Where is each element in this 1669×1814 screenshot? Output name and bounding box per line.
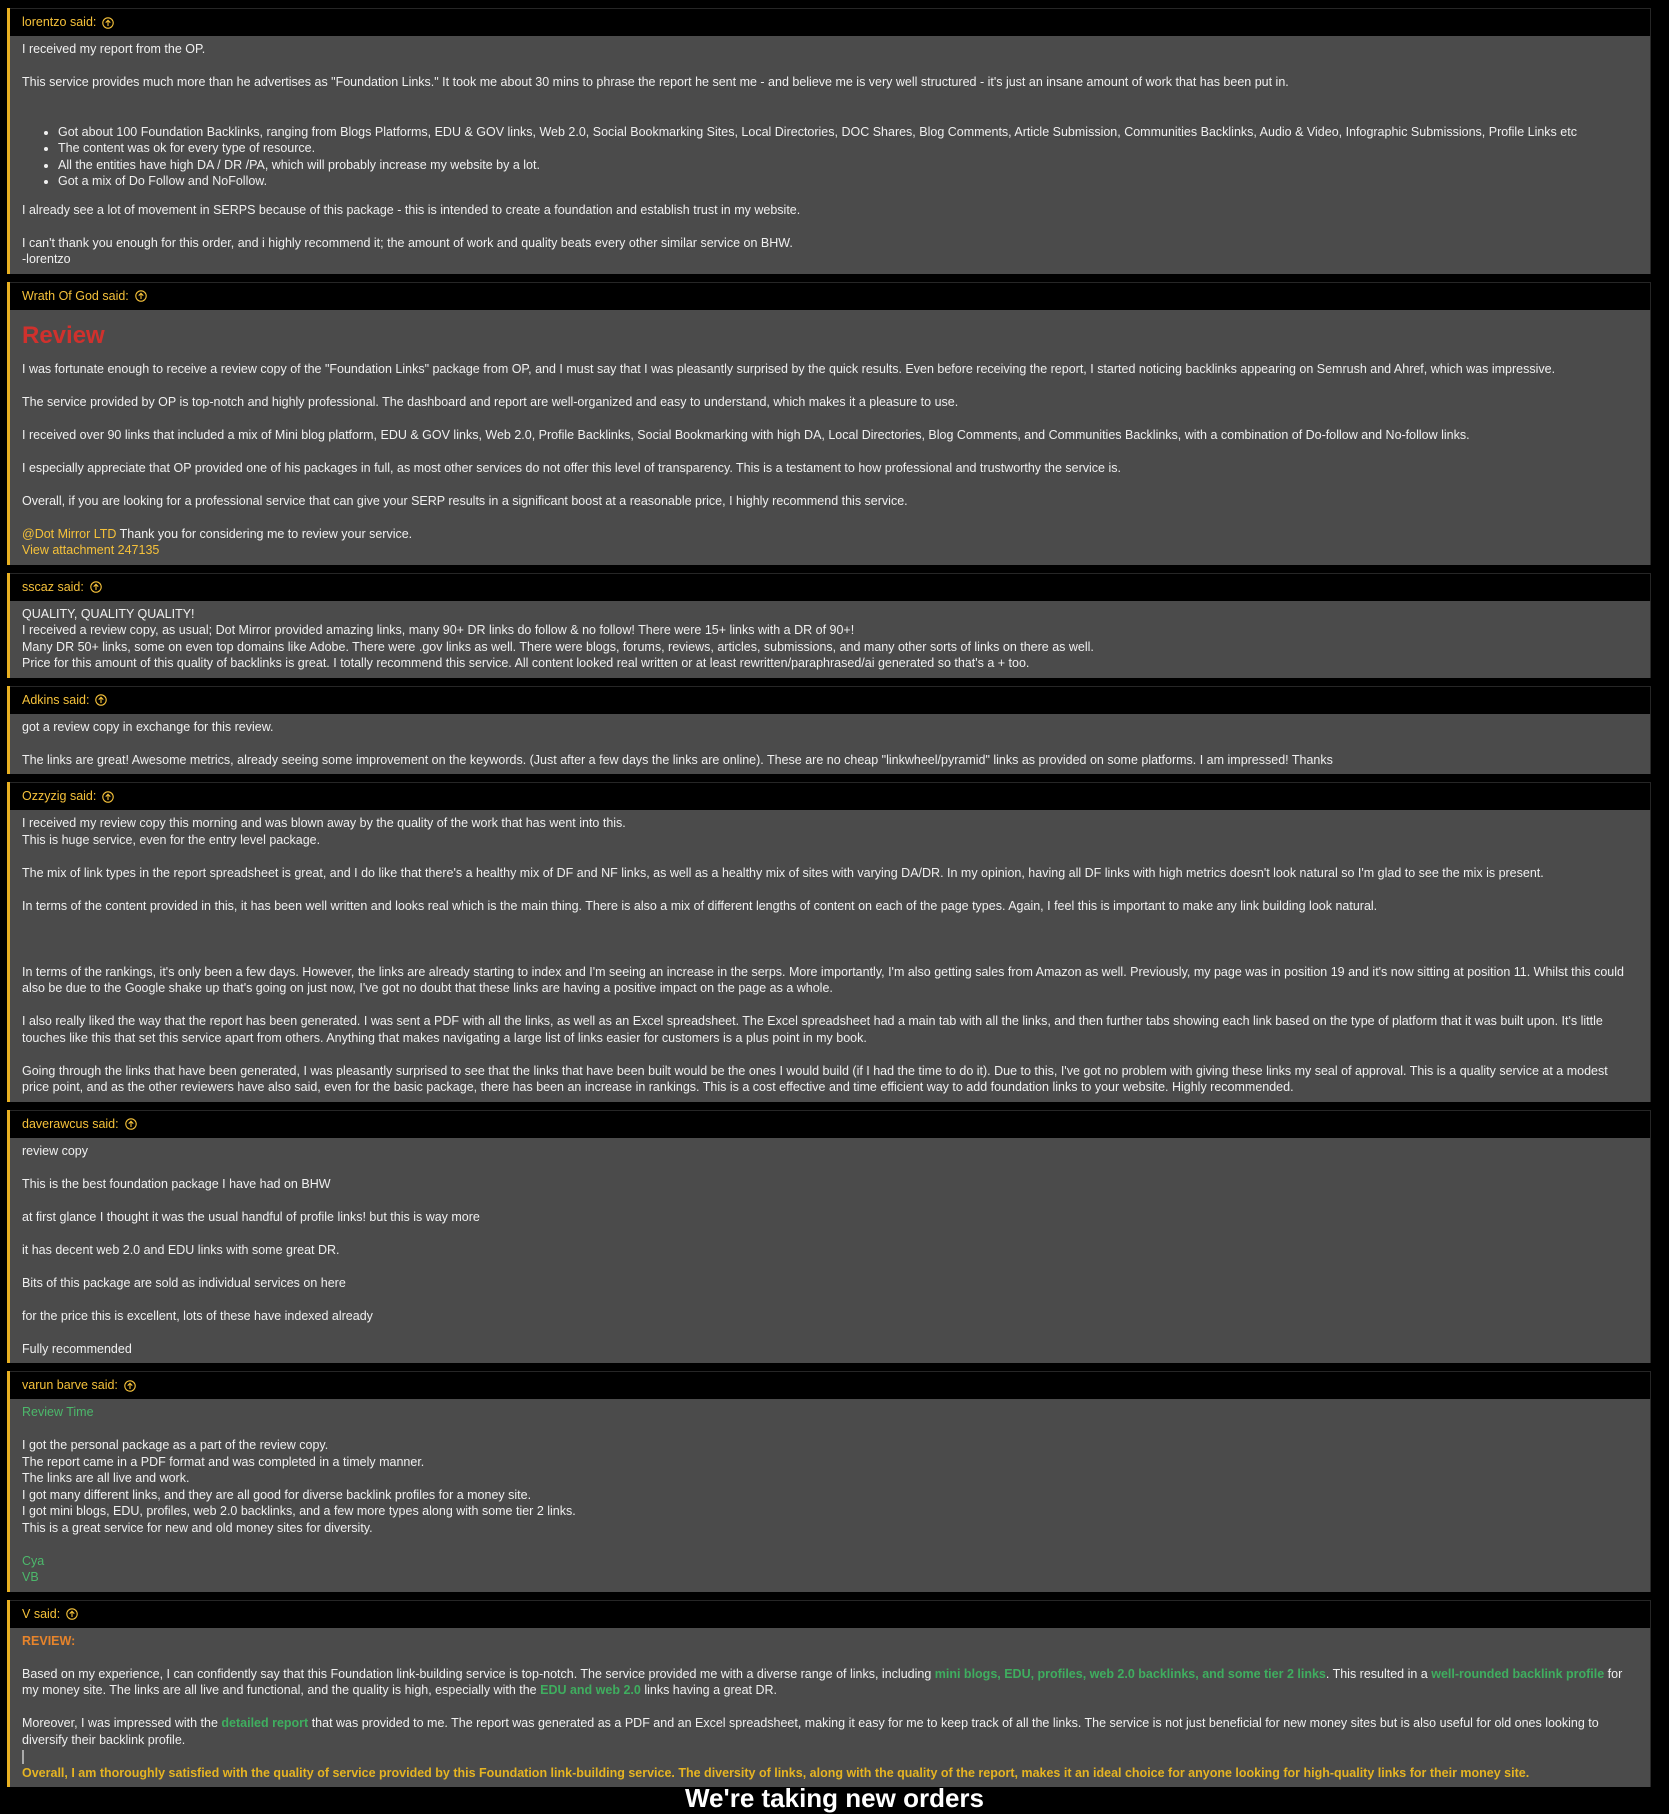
list-item: • All the entities have high DA / DR /PA, which will probably increase my website by a lot.: [58, 157, 1638, 174]
text-run: . This resulted in a: [1325, 1666, 1432, 1681]
post-text: I received my report from the OP.: [22, 42, 206, 56]
post-text: Bits of this package are sold as individual services on here: [22, 1275, 346, 1290]
post-text: The mix of link types in the report spreadsheet is great, and I do like that there's a healthy mix of DF and NF links, as well as a healthy mix of sites with varying DA/DR. In my opinion, having all DF links with high metrics doesn't look natural so I'm glad to see the mix is present.: [22, 865, 1544, 880]
post-text: This is a great service for new and old money sites for diversity.: [22, 1520, 373, 1535]
quote-daverawcus: [7, 1110, 1651, 1364]
quote-author[interactable]: Ozzyzig: [22, 789, 67, 803]
text-run: that was provided to me. The report was generated as a PDF and an Excel spreadsheet, making it easy for me to keep track of all the links. The service is not just beneficial for new money sites but is also useful for old ones looking to diversify their backlink profile.: [22, 1716, 1599, 1747]
said-label: said:: [69, 15, 97, 29]
post-text: Many DR 50+ links, some on even top domains like Adobe. There were .gov links as well. There were blogs, forums, reviews, articles, submissions, and many other sorts of links on there as well.: [22, 639, 1094, 654]
quote-body: [10, 714, 1651, 775]
post-text: at first glance I thought it was the usual handful of profile links! but this is way more: [22, 1209, 480, 1224]
post-text: In terms of the content provided in this, it has been well written and looks real which is the main thing. There is also a mix of different lengths of content on each of the page types. Again, I feel this is important to make any link building look natural.: [22, 898, 1378, 913]
highlight-link-types: mini blogs, EDU, profiles, web 2.0 backlinks, and some tier 2 links: [934, 1666, 1326, 1681]
quote-wrath-of-god: [7, 282, 1651, 565]
post-text: The links are all live and work.: [22, 1471, 190, 1485]
post-signature: VB: [22, 1570, 39, 1584]
post-text: I received a review copy, as usual; Dot Mirror provided amazing links, many 90+ DR links do follow & no follow! There were 15+ links with a DR of 90+!: [22, 623, 855, 637]
said-label: said:: [63, 692, 90, 707]
quote-header: [10, 573, 1651, 601]
quote-author[interactable]: daverawcus: [22, 1116, 89, 1131]
post-text: for the price this is excellent, lots of these have indexed already: [22, 1308, 373, 1323]
said-label: said:: [92, 1116, 119, 1131]
post-text: [22, 1715, 1638, 1748]
highlight-backlink-profile: well-rounded backlink profile: [1431, 1666, 1605, 1681]
quote-author[interactable]: V: [22, 1606, 31, 1621]
said-label: said:: [91, 1378, 118, 1392]
post-signature: -lorentzo: [22, 252, 71, 266]
post-text: got a review copy in exchange for this review.: [22, 719, 274, 734]
text-run: for my money site. The links are all live and functional, and the quality is high, especially with the: [22, 1666, 1623, 1697]
quote-header: [10, 782, 1651, 810]
highlight-detailed-report: detailed report: [221, 1716, 309, 1730]
mention-link[interactable]: @Dot Mirror LTD: [22, 526, 117, 541]
arrow-up-circle-icon[interactable]: [135, 290, 147, 302]
post-signature: Cya: [22, 1553, 45, 1568]
quote-sscaz: [7, 573, 1651, 678]
post-text: [22, 1666, 1638, 1699]
post-text: This is the best foundation package I have had on BHW: [22, 1176, 331, 1191]
text-run: Based on my experience, I can confidently say that this Foundation link-building service is top-notch. The service provided me with a diverse range of links, including: [22, 1666, 935, 1681]
post-text: I got the personal package as a part of the review copy.: [22, 1438, 329, 1452]
arrow-up-circle-icon[interactable]: [90, 581, 102, 593]
quote-body: [10, 36, 1651, 274]
said-label: said:: [57, 579, 84, 594]
post-text: review copy: [22, 1143, 88, 1158]
attachment-link[interactable]: View attachment 247135: [22, 543, 160, 557]
quote-lorentzo: [7, 8, 1651, 274]
post-text: I already see a lot of movement in SERPS because of this package - this is intended to create a foundation and establish trust in my website.: [22, 202, 801, 217]
post-text: it has decent web 2.0 and EDU links with some great DR.: [22, 1242, 340, 1257]
quote-body: [10, 1399, 1651, 1592]
post-text: [22, 542, 1638, 559]
post-text: I was fortunate enough to receive a review copy of the "Foundation Links" package from OP, and I must say that I was pleasantly surprised by the quick results. Even before receiving the report, I started noticing backlinks appearing on Semrush and Ahref, which was impressive.: [22, 361, 1556, 376]
post-text: Going through the links that have been generated, I was pleasantly surprised to see that the links that have been built would be the ones I would build (if I had the time to do it). Due to this, I've got no problem with giving these links my seal of approval. This is a quality service at a modest price point, and as the other reviewers have also said, even for the basic package, there has been an increase in rankings. This is a cost effective and time efficient way to add foundation links to your website. Highly recommended.: [22, 1063, 1608, 1094]
post-text: Fully recommended: [22, 1341, 132, 1356]
new-orders-heading: We're taking new orders: [684, 1783, 984, 1813]
said-label: said:: [102, 288, 129, 303]
review-label: REVIEW:: [22, 1633, 76, 1648]
quote-header: [10, 8, 1651, 36]
arrow-up-circle-icon[interactable]: [102, 17, 114, 29]
post-text: The links are great! Awesome metrics, already seeing some improvement on the keywords. (Just after a few days the links are online). These are no cheap "linkwheel/pyramid" links as provided on some platforms. I am impressed! Thanks: [22, 752, 1333, 767]
text-run: Moreover, I was impressed with the: [22, 1716, 222, 1730]
post-text: I can't thank you enough for this order, and i highly recommend it; the amount of work and quality beats every other similar service on BHW.: [22, 235, 793, 250]
quote-author[interactable]: Adkins: [22, 692, 60, 707]
text-caret: [22, 1748, 1638, 1765]
list-item: • The content was ok for every type of resource.: [58, 140, 1638, 157]
caret-marker: [22, 1750, 24, 1764]
quote-author[interactable]: lorentzo: [22, 15, 67, 29]
post-text: Price for this amount of this quality of backlinks is great. I totally recommend this service. All content looked real written or at least rewritten/paraphrased/ai generated so that's a + too.: [22, 656, 1030, 670]
post-text: I received over 90 links that included a mix of Mini blog platform, EDU & GOV links, Web 2.0, Profile Backlinks, Social Bookmarking with high DA, Local Directories, Blog Comments, and Communities Backlinks, with a combination of Do-follow and No-follow links.: [22, 427, 1470, 442]
arrow-up-circle-icon[interactable]: [102, 791, 114, 803]
arrow-up-circle-icon[interactable]: [95, 694, 107, 706]
post-text: Overall, if you are looking for a professional service that can give your SERP results in a significant boost at a reasonable price, I highly recommend this service.: [22, 493, 908, 508]
quote-author[interactable]: varun barve: [22, 1378, 89, 1392]
highlight-edu-web2: EDU and web 2.0: [540, 1683, 641, 1697]
quote-varun-barve: [7, 1371, 1651, 1592]
post-text: I especially appreciate that OP provided one of his packages in full, as most other services do not offer this level of transparency. This is a testament to how professional and trustworthy the service is.: [22, 460, 1121, 475]
post-text: In terms of the rankings, it's only been a few days. However, the links are already starting to index and I'm seeing an increase in the serps. More importantly, I'm also getting sales from Amazon as well. Previously, my page was in position 19 and it's now sitting at position 11. Whilst this could also be due to the Google shake up that's going on just now, I've got no doubt that these links are having a positive impact on the page as a whole.: [22, 964, 1624, 995]
post-text: QUALITY, QUALITY QUALITY!: [22, 606, 195, 621]
review-time-heading: Review Time: [22, 1405, 94, 1419]
quote-body: [10, 810, 1651, 1102]
post-text: This service provides much more than he advertises as "Foundation Links." It took me about 30 mins to phrase the report he sent me - and believe me is very well structured - it's just an insane amount of work that has been put in.: [22, 75, 1289, 89]
post-text: The service provided by OP is top-notch and highly professional. The dashboard and report are well-organized and easy to understand, which makes it a pleasure to use.: [22, 394, 959, 409]
quote-header: [10, 1600, 1651, 1628]
quote-ozzyzig: [7, 782, 1651, 1102]
quote-header: [10, 1110, 1651, 1138]
quote-v: [7, 1600, 1651, 1788]
mention-text: Thank you for considering me to review your service.: [116, 526, 413, 541]
post-text: The report came in a PDF format and was completed in a timely manner.: [22, 1454, 425, 1469]
quote-author[interactable]: Wrath Of God: [22, 288, 99, 303]
quote-author[interactable]: sscaz: [22, 579, 54, 594]
quote-header: [10, 686, 1651, 714]
quote-body: [10, 1628, 1651, 1788]
arrow-up-circle-icon[interactable]: [125, 1118, 137, 1130]
post-text: [22, 526, 1638, 543]
conclusion-text: Overall, I am thoroughly satisfied with the quality of service provided by this Foundation link-building service. The diversity of links, along with the quality of the report, makes it an ideal choice for anyone looking for high-quality links for their money site.: [22, 1765, 1530, 1780]
post-text: I also really liked the way that the report has been generated. I was sent a PDF with all the links, as well as an Excel spreadsheet. The Excel spreadsheet had a main tab with all the links, and then further tabs showing each link based on the type of platform that it was built upon. It's little touches like this that set this service apart from others. Anything that makes navigating a large list of links easier for customers is a plus point in my book.: [22, 1014, 1603, 1045]
said-label: said:: [33, 1606, 61, 1621]
quote-body: [10, 1138, 1651, 1364]
arrow-up-circle-icon[interactable]: [66, 1608, 78, 1620]
quote-body: [10, 601, 1651, 678]
review-heading: Review: [22, 321, 105, 349]
post-text: This is huge service, even for the entry level package.: [22, 832, 321, 847]
list-item: • Got a mix of Do Follow and NoFollow.: [58, 173, 1638, 190]
bullet-list: [22, 124, 1638, 190]
quote-header: [10, 282, 1651, 310]
post-text: I received my review copy this morning and was blown away by the quality of the work that has went into this.: [22, 816, 626, 830]
arrow-up-circle-icon[interactable]: [124, 1380, 136, 1392]
text-run: links having a great DR.: [640, 1683, 778, 1697]
quote-body: [10, 310, 1651, 565]
list-item: • Got about 100 Foundation Backlinks, ranging from Blogs Platforms, EDU & GOV links, Web 2.0, Social Bookmarking Sites, Local Directories, DOC Shares, Blog Comments, Article Submission, Communities Backlinks, Audio & Video, Infographic Submissions, Profile Links etc: [58, 124, 1638, 141]
quote-header: [10, 1371, 1651, 1399]
post-text: I got mini blogs, EDU, profiles, web 2.0 backlinks, and a few more types along with some tier 2 links.: [22, 1504, 576, 1518]
quote-adkins: [7, 686, 1651, 775]
said-label: said:: [69, 789, 97, 803]
post-text: I got many different links, and they are all good for diverse backlink profiles for a money site.: [22, 1487, 532, 1502]
